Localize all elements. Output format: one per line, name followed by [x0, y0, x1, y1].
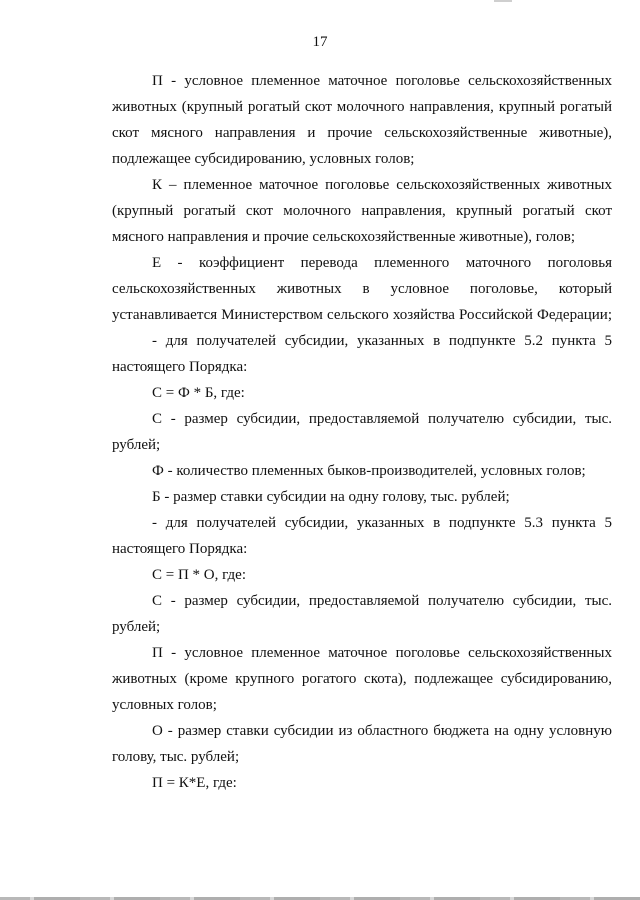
page-number: 17: [312, 34, 328, 50]
paragraph-f-definition: Ф - количество племенных быков-производителей, условных голов;: [152, 463, 586, 479]
scan-mark: [494, 0, 512, 2]
paragraph-e-definition: Е - коэффициент перевода племенного маточного поголовья сельскохозяйственных животных в условное поголовье, который устанавливается Министерством сельского хозяйства Российской Федерации;: [112, 255, 612, 323]
formula-c-f-b: С = Ф * Б, где:: [152, 385, 245, 401]
paragraph-b-definition: Б - размер ставки субсидии на одну голову, тыс. рублей;: [152, 489, 510, 505]
paragraph-c-definition: С - размер субсидии, предоставляемой получателю субсидии, тыс. рублей;: [112, 411, 612, 453]
document-body: [112, 68, 612, 796]
formula-p-k-e: П = К*Е, где:: [152, 775, 237, 791]
paragraph-recipients-5-3: - для получателей субсидии, указанных в подпункте 5.3 пункта 5 настоящего Порядка:: [112, 515, 612, 557]
paragraph-p-definition-2: П - условное племенное маточное поголовье сельскохозяйственных животных (кроме крупного рогатого скота), подлежащее субсидированию, условных голов;: [112, 645, 612, 713]
paragraph-k-definition: К – племенное маточное поголовье сельскохозяйственных животных (крупный рогатый скот молочного направления, крупный рогатый скот мясного направления и прочие сельскохозяйственные животные), голов;: [112, 177, 612, 245]
formula-c-p-o: С = П * О, где:: [152, 567, 246, 583]
paragraph-o-definition: О - размер ставки субсидии из областного бюджета на одну условную голову, тыс. рублей;: [112, 723, 612, 765]
paragraph-p-definition: П - условное племенное маточное поголовье сельскохозяйственных животных (крупный рогатый скот молочного направления, крупный рогатый скот мясного направления и прочие сельскохозяйственные животные), подлежащее субсидированию, условных голов;: [112, 73, 612, 167]
paragraph-recipients-5-2: - для получателей субсидии, указанных в подпункте 5.2 пункта 5 настоящего Порядка:: [112, 333, 612, 375]
paragraph-c-definition-2: С - размер субсидии, предоставляемой получателю субсидии, тыс. рублей;: [112, 593, 612, 635]
